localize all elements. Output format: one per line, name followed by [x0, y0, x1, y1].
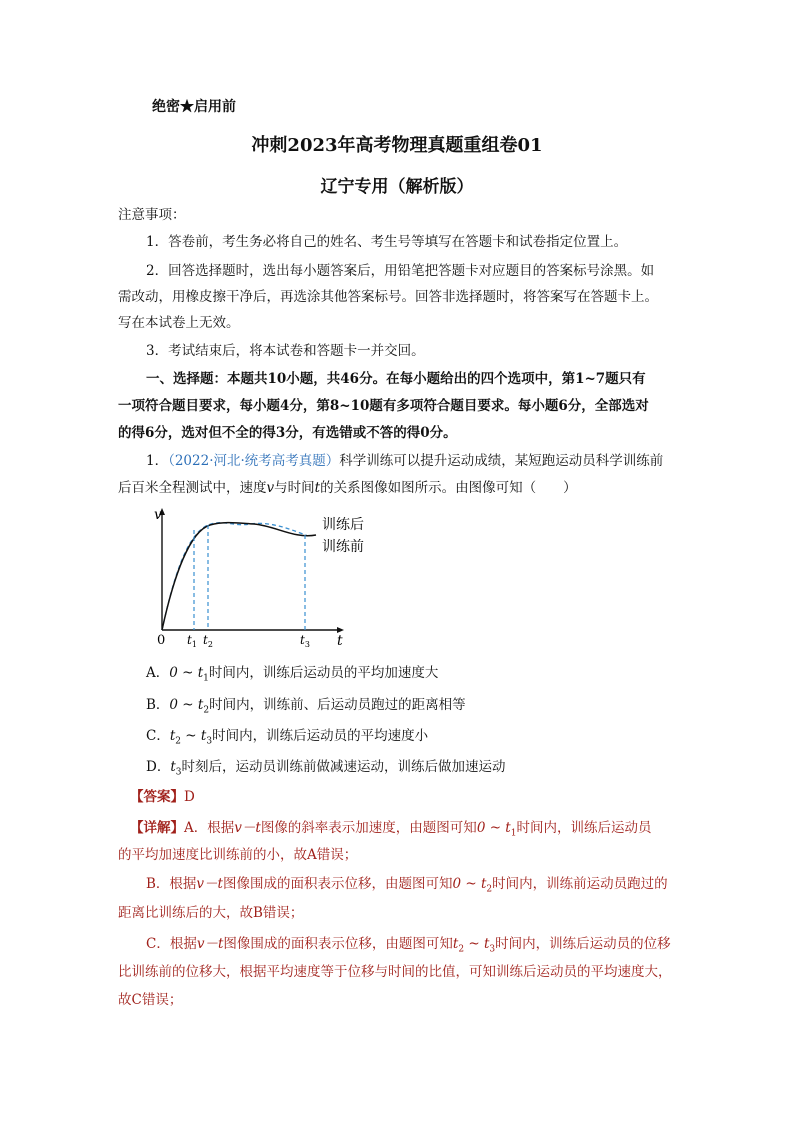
- explanation-text: 时间内，训练后运动员的位移: [495, 936, 671, 952]
- stem-text: 与时间: [274, 480, 315, 496]
- stem-text: 后百米全程测试中，速度: [118, 480, 267, 496]
- option-b-sub: 2: [203, 705, 210, 716]
- option-c-sub-end: 3: [206, 736, 213, 747]
- stem-text: 的关系图像如图所示。由图像可知（ ）: [320, 480, 577, 496]
- explanation-sub: 1: [510, 828, 517, 839]
- vt-graph: [150, 505, 395, 655]
- option-b[interactable]: [146, 695, 466, 721]
- curve-before-training: [162, 523, 308, 630]
- axis-v-label: v: [154, 507, 162, 523]
- t1-label: [187, 633, 197, 649]
- explanation-text: 时间内，训练前运动员跑过的: [492, 876, 668, 892]
- t2-label-var: t: [203, 633, 208, 647]
- page-title: 冲刺2023年高考物理真题重组卷01: [251, 135, 543, 156]
- t1-label-sub: 1: [191, 640, 197, 649]
- t1-label-var: t: [187, 633, 192, 647]
- origin-label: 0: [157, 633, 166, 648]
- section-instructions-line-3: 的得6分，选对但不全的得3分，有选错或不答的得0分。: [118, 425, 457, 441]
- option-b-range: 0 ~ t: [169, 697, 204, 713]
- explanation-a-line-1: [130, 818, 651, 844]
- explanation-a-line-2: 的平均加速度比训练前的小，故A错误；: [118, 847, 358, 863]
- option-c-range-end: ~ t: [181, 728, 207, 744]
- option-a-sub: 1: [203, 673, 209, 684]
- option-d-letter: D．: [146, 759, 171, 775]
- explanation-sub: 2: [458, 944, 465, 955]
- option-a-letter: A．: [146, 665, 170, 681]
- explanation-text: 图像的斜率表示加速度，由题图可知: [260, 820, 477, 836]
- option-b-letter: B．: [146, 697, 170, 713]
- note-item-2-line-2: 需改动，用橡皮擦干净后，再选涂其他答案标号。回答非选择题时，将答案写在答题卡上。: [118, 289, 658, 305]
- t2-label-sub: 2: [207, 640, 213, 649]
- note-item-3: 3．考试结束后，将本试卷和答题卡一并交回。: [146, 343, 425, 359]
- explanation-text: B．根据: [146, 876, 197, 892]
- curve-after-training: [162, 523, 316, 630]
- option-a-range: 0 ~ t: [169, 665, 204, 681]
- option-a-text: 时间内，训练后运动员的平均加速度大: [208, 665, 439, 681]
- var-t: t: [314, 480, 321, 496]
- page-subtitle: 辽宁专用（解析版）: [320, 177, 474, 197]
- option-c-letter: C．: [146, 728, 170, 744]
- legend-before-training: 训练前: [322, 539, 364, 555]
- option-c[interactable]: [146, 726, 428, 752]
- explanation-c-line-1: [146, 934, 671, 960]
- t3-label-sub: 3: [304, 640, 310, 649]
- vt-symbol: v－t: [196, 936, 224, 952]
- legend-after-training: 训练后: [322, 517, 364, 533]
- explanation-b-line-1: [146, 874, 668, 900]
- section-instructions-line-1: 一、选择题：本题共10小题，共46分。在每小题给出的四个选项中，第1~7题只有: [146, 371, 646, 387]
- t3-label-var: t: [300, 633, 305, 647]
- explanation-sub: 3: [489, 944, 496, 955]
- option-d[interactable]: [146, 757, 506, 783]
- explanation-text: 图像围成的面积表示位移，由题图可知: [223, 936, 453, 952]
- explanation-text: 时间内，训练后运动员: [516, 820, 652, 836]
- option-c-sub-start: 2: [175, 736, 182, 747]
- explanation-var: t: [452, 936, 459, 952]
- notes-heading: 注意事项：: [118, 207, 186, 223]
- option-a[interactable]: [146, 663, 438, 689]
- explanation-text: A．根据: [184, 820, 235, 836]
- answer-line: [130, 787, 195, 807]
- explanation-c-line-2: 比训练前的位移大，根据平均速度等于位移与时间的比值，可知训练后运动员的平均速度大，: [118, 964, 672, 980]
- question-stem-text: 科学训练可以提升运动成绩，某短跑运动员科学训练前: [339, 453, 664, 469]
- section-instructions-line-2: 一项符合题目要求，每小题4分，第8~10题有多项符合题目要求。每小题6分，全部选对: [118, 398, 649, 414]
- explanation-sub: 2: [486, 884, 493, 895]
- explanation-range: 0 ~ t: [452, 876, 487, 892]
- vt-symbol: v－t: [234, 820, 261, 836]
- explanation-c-line-3: 故C错误；: [118, 992, 183, 1008]
- option-d-text: 时刻后，运动员训练前做减速运动，训练后做加速运动: [181, 759, 506, 775]
- option-d-sub: 3: [175, 767, 182, 778]
- note-item-1: 1．答卷前，考生务必将自己的姓名、考生号等填写在答题卡和试卷指定位置上。: [146, 234, 628, 250]
- t2-label: [203, 633, 213, 649]
- note-item-2-line-1: 2．回答选择题时，选出每小题答案后，用铅笔把答题卡对应题目的答案标号涂黑。如: [146, 263, 655, 279]
- explanation-range: 0 ~ t: [476, 820, 511, 836]
- option-b-text: 时间内，训练前、后运动员跑过的距离相等: [209, 697, 466, 713]
- option-d-var: t: [170, 759, 176, 775]
- question-number: 1．: [146, 453, 169, 469]
- answer-value: D: [184, 789, 195, 805]
- explanation-text: 图像围成的面积表示位移，由题图可知: [222, 876, 453, 892]
- var-v: v: [266, 480, 275, 496]
- vt-symbol: v－t: [196, 876, 223, 892]
- explanation-text: C．根据: [146, 936, 197, 952]
- t3-label: [300, 633, 310, 649]
- axis-t-label: t: [337, 633, 343, 649]
- question-1-stem-line-1: [146, 451, 663, 471]
- question-source: （2022·河北·统考高考真题）: [168, 453, 340, 469]
- option-c-range-start: t: [169, 728, 176, 744]
- question-1-stem-line-2: [118, 478, 577, 498]
- top-secret-label: 绝密★启用前: [152, 99, 236, 115]
- option-c-text: 时间内，训练后运动员的平均速度小: [212, 728, 429, 744]
- explanation-b-line-2: 距离比训练后的大，故B错误；: [118, 905, 304, 921]
- explanation-range: ~ t: [464, 936, 490, 952]
- note-item-2-line-3: 写在本试卷上无效。: [118, 315, 240, 331]
- answer-label: 【答案】: [130, 789, 184, 805]
- detail-label: 【详解】: [130, 820, 184, 836]
